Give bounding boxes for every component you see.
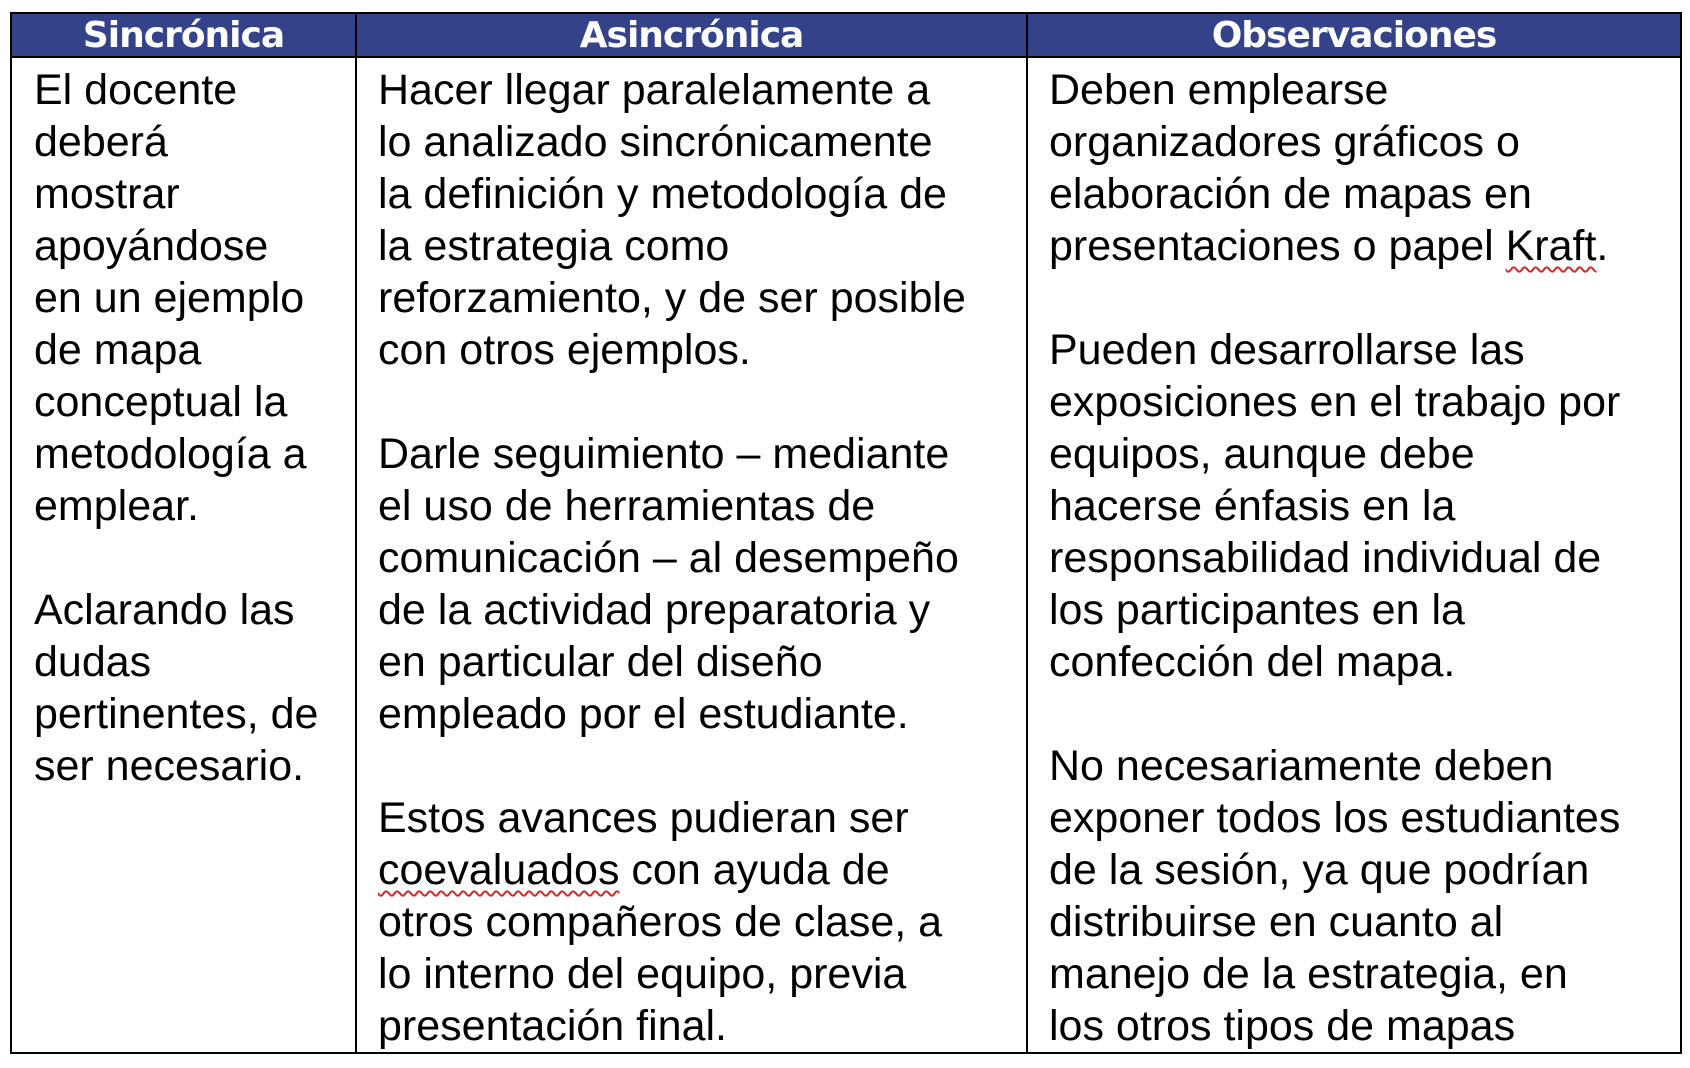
- text-line: apoyándose: [34, 222, 269, 270]
- text-line: en un ejemplo: [34, 274, 305, 322]
- text-fragment: con ayuda de: [619, 846, 890, 894]
- text-line: el uso de herramientas de: [378, 482, 876, 530]
- text-line: responsabilidad individual de: [1049, 534, 1602, 582]
- text-line: equipos, aunque debe: [1049, 430, 1475, 478]
- strategy-table: [10, 12, 1682, 1054]
- text-line: El docente: [34, 66, 238, 114]
- text-line: de la sesión, ya que podrían: [1049, 846, 1590, 894]
- text-line: empleado por el estudiante.: [378, 690, 909, 738]
- paragraph: [1049, 64, 1670, 272]
- text-line: pertinentes, de: [34, 690, 319, 738]
- text-line: de mapa: [34, 326, 202, 374]
- text-line: los participantes en la: [1049, 586, 1465, 634]
- text-line: deberá: [34, 118, 168, 166]
- text-line: Estos avances pudieran ser: [378, 794, 909, 842]
- header-observaciones: Observaciones: [1211, 14, 1497, 56]
- text-line: lo analizado sincrónicamente: [378, 118, 933, 166]
- text-line: Darle seguimiento – mediante: [378, 430, 950, 478]
- text-line: [1049, 220, 1670, 272]
- table-body-row: [12, 58, 1680, 1052]
- text-line: hacerse énfasis en la: [1049, 482, 1456, 530]
- text-line: otros compañeros de clase, a: [378, 898, 943, 946]
- text-line: emplear.: [34, 482, 199, 530]
- text-line: reforzamiento, y de ser posible: [378, 274, 966, 322]
- text-line: distribuirse en cuanto al: [1049, 898, 1504, 946]
- text-line: metodología a: [34, 430, 307, 478]
- paragraph: [378, 64, 1016, 376]
- text-line: [378, 844, 1016, 896]
- spellcheck-flagged-word[interactable]: Kraft: [1505, 222, 1597, 270]
- text-line: exposiciones en el trabajo por: [1049, 378, 1621, 426]
- text-line: comunicación – al desempeño: [378, 534, 959, 582]
- text-line: Deben emplearse: [1049, 66, 1389, 114]
- text-line: No necesariamente deben: [1049, 742, 1554, 790]
- text-line: exponer todos los estudiantes: [1049, 794, 1621, 842]
- text-line: lo interno del equipo, previa: [378, 950, 907, 998]
- text-line: organizadores gráficos o: [1049, 118, 1520, 166]
- text-line: Pueden desarrollarse las: [1049, 326, 1525, 374]
- text-line: mostrar: [34, 170, 180, 218]
- header-asincronica: Asincrónica: [357, 14, 1028, 56]
- text-fragment: presentaciones o papel: [1049, 222, 1506, 270]
- text-line: manejo de la estrategia, en: [1049, 950, 1568, 998]
- text-line: elaboración de mapas en: [1049, 170, 1532, 218]
- paragraph: [378, 792, 1016, 1052]
- paragraph: [378, 428, 1016, 740]
- text-line: Aclarando las: [34, 586, 295, 634]
- spellcheck-flagged-word[interactable]: coevaluados: [378, 846, 620, 894]
- paragraph: [1049, 740, 1670, 1052]
- text-line: confección del mapa.: [1049, 638, 1456, 686]
- text-line: ser necesario.: [34, 742, 305, 790]
- table-header-row: [12, 14, 1680, 58]
- text-line: de la actividad preparatoria y: [378, 586, 931, 634]
- text-line: conceptual la: [34, 378, 288, 426]
- text-line: con otros ejemplos.: [378, 326, 751, 374]
- paragraph: [1049, 324, 1670, 688]
- text-line: la definición y metodología de: [378, 170, 947, 218]
- cell-observaciones: [1028, 58, 1680, 1052]
- header-sincronica: Sincrónica: [12, 14, 357, 56]
- paragraph: [34, 64, 345, 532]
- cell-sincronica: [12, 58, 357, 1052]
- text-line: la estrategia como: [378, 222, 730, 270]
- cell-asincronica: [357, 58, 1028, 1052]
- text-line: dudas: [34, 638, 152, 686]
- text-line: presentación final.: [378, 1002, 727, 1050]
- text-line: Hacer llegar paralelamente a: [378, 66, 931, 114]
- text-fragment: .: [1596, 222, 1609, 270]
- text-line: en particular del diseño: [378, 638, 823, 686]
- text-line: los otros tipos de mapas: [1049, 1002, 1516, 1050]
- paragraph: [34, 584, 345, 792]
